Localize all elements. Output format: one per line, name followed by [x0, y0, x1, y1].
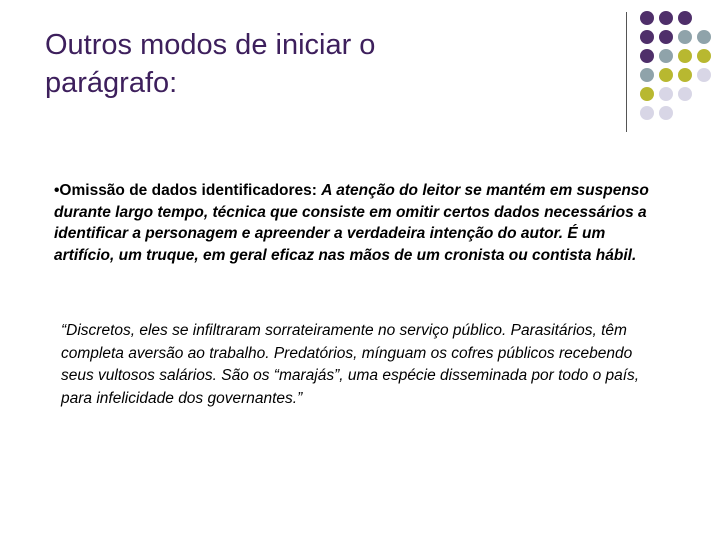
- decorative-dot: [659, 30, 673, 44]
- vertical-divider: [626, 12, 627, 132]
- decorative-dot: [640, 68, 654, 82]
- slide-title-line-1: Outros modos de iniciar o: [45, 29, 376, 61]
- decorative-dot: [659, 11, 673, 25]
- decorative-dot: [678, 11, 692, 25]
- example-quote: “Discretos, eles se infiltraram sorrateiramente no serviço público. Parasitários, têm completa aversão ao trabalho. Predatórios, mínguam os cofres públicos recebendo seus vultosos salários. São os “marajás”, uma espécie disseminada por todo o país, para infelicidade dos governantes.”: [61, 322, 640, 407]
- decorative-dot: [697, 30, 711, 44]
- decorative-dot: [640, 87, 654, 101]
- decorative-dot: [659, 49, 673, 63]
- decorative-dot: [678, 49, 692, 63]
- decorative-dot: [678, 30, 692, 44]
- decorative-dot: [640, 49, 654, 63]
- decorative-dot: [640, 30, 654, 44]
- decorative-dot: [697, 49, 711, 63]
- decorative-dot: [659, 106, 673, 120]
- paragraph-rest: A atenção do leitor se mantém em suspenso durante largo tempo, técnica que consiste em omitir certos dados necessários a identificar a personagem e apreender a verdadeira intenção do autor. É um artifício, um truque, em geral eficaz nas mãos de um cronista ou contista hábil.: [54, 182, 649, 264]
- decorative-dot: [640, 106, 654, 120]
- decorative-dot: [678, 68, 692, 82]
- decorative-dot: [659, 68, 673, 82]
- decorative-dot: [697, 68, 711, 82]
- decorative-dot: [640, 11, 654, 25]
- decorative-dot: [678, 87, 692, 101]
- slide-title: [45, 26, 605, 102]
- decorative-dot-grid: [637, 8, 720, 126]
- paragraph-lead: •Omissão de dados identificadores:: [54, 182, 322, 199]
- slide-title-line-2: parágrafo:: [45, 67, 178, 99]
- body-paragraph: [54, 180, 654, 266]
- decorative-dot: [659, 87, 673, 101]
